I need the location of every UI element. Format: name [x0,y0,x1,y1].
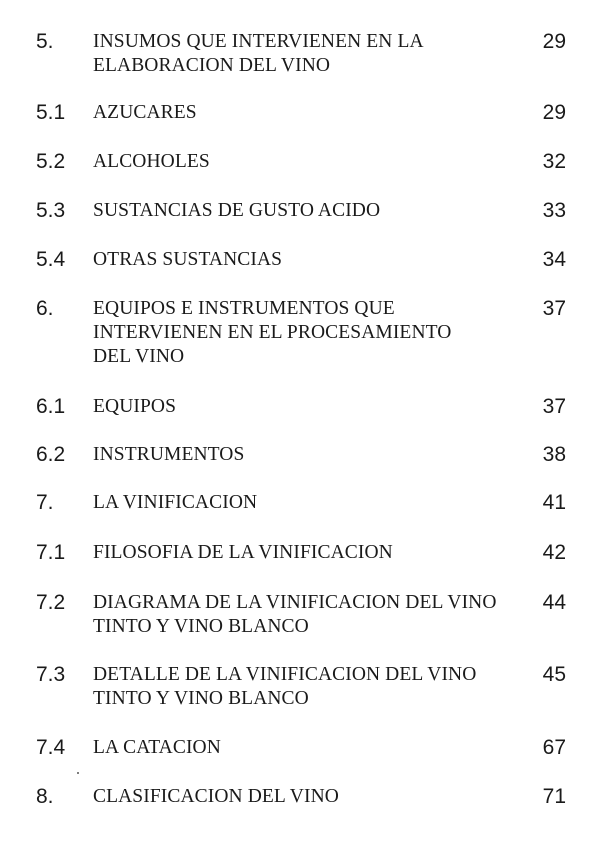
toc-entry-number: 5. [36,30,54,53]
toc-entry-title-line: CLASIFICACION DEL VINO [93,786,339,807]
toc-entry-title-line: LA VINIFICACION [93,492,258,513]
toc-entry-page: 37 [542,297,566,320]
toc-entry-title-line: DETALLE DE LA VINIFICACION DEL VINO [93,664,477,685]
toc-entry-title [93,785,518,809]
toc-entry-title [93,736,518,760]
toc-entry-page: 42 [542,541,566,564]
toc-entry-title-line: DIAGRAMA DE LA VINIFICACION DEL VINO [93,592,497,613]
toc-entry-number: 7.1 [36,541,66,564]
toc-entry-title-line: INSUMOS QUE INTERVIENEN EN LA [93,31,424,52]
toc-entry-title [93,150,518,174]
toc-entry-title [93,443,518,467]
toc-entry-title-line: EQUIPOS E INSTRUMENTOS QUE [93,298,395,319]
toc-entry-title-line: ALCOHOLES [93,151,210,172]
toc-entry-page: 32 [542,150,566,173]
toc-entry-number: 7. [36,491,54,514]
toc-entry-title [93,395,518,419]
toc-entry-page: 44 [542,591,566,614]
toc-entry-title-line: TINTO Y VINO BLANCO [93,616,309,637]
toc-entry-page: 34 [542,248,566,271]
toc-entry-title [93,663,518,711]
toc-entry-page: 37 [542,395,566,418]
toc-entry-title-line: SUSTANCIAS DE GUSTO ACIDO [93,200,381,221]
toc-entry-title-line: DEL VINO [93,346,185,367]
toc-entry-title-line: FILOSOFIA DE LA VINIFICACION [93,542,393,563]
scan-speck [77,772,79,774]
toc-entry-page: 38 [542,443,566,466]
toc-entry-page: 33 [542,199,566,222]
toc-entry-title-line: TINTO Y VINO BLANCO [93,688,309,709]
toc-entry-title [93,491,518,515]
toc-entry-title [93,541,518,565]
toc-entry-number: 7.3 [36,663,66,686]
toc-entry-number: 6.1 [36,395,66,418]
toc-entry-title [93,101,518,125]
toc-entry-number: 7.4 [36,736,66,759]
toc-entry-number: 5.1 [36,101,66,124]
toc-entry-number: 8. [36,785,54,808]
toc-entry-title-line: OTRAS SUSTANCIAS [93,249,283,270]
toc-entry-title-line: ELABORACION DEL VINO [93,55,331,76]
toc-entry-title-line: INTERVIENEN EN EL PROCESAMIENTO [93,322,452,343]
toc-entry-page: 29 [542,30,566,53]
toc-entry-number: 6.2 [36,443,66,466]
toc-entry-title-line: LA CATACION [93,737,221,758]
toc-entry-page: 29 [542,101,566,124]
toc-entry-page: 71 [542,785,566,808]
toc-entry-title [93,248,518,272]
toc-entry-number: 7.2 [36,591,66,614]
toc-entry-page: 41 [542,491,566,514]
toc-entry-title [93,199,518,223]
toc-entry-number: 6. [36,297,54,320]
toc-entry-title [93,30,518,78]
toc-entry-title-line: INSTRUMENTOS [93,444,245,465]
toc-entry-title [93,297,518,369]
toc-entry-page: 67 [542,736,566,759]
toc-entry-number: 5.3 [36,199,66,222]
toc-entry-title-line: AZUCARES [93,102,197,123]
toc-entry-page: 45 [542,663,566,686]
toc-entry-number: 5.2 [36,150,66,173]
toc-entry-number: 5.4 [36,248,66,271]
toc-entry-title [93,591,518,639]
toc-entry-title-line: EQUIPOS [93,396,177,417]
